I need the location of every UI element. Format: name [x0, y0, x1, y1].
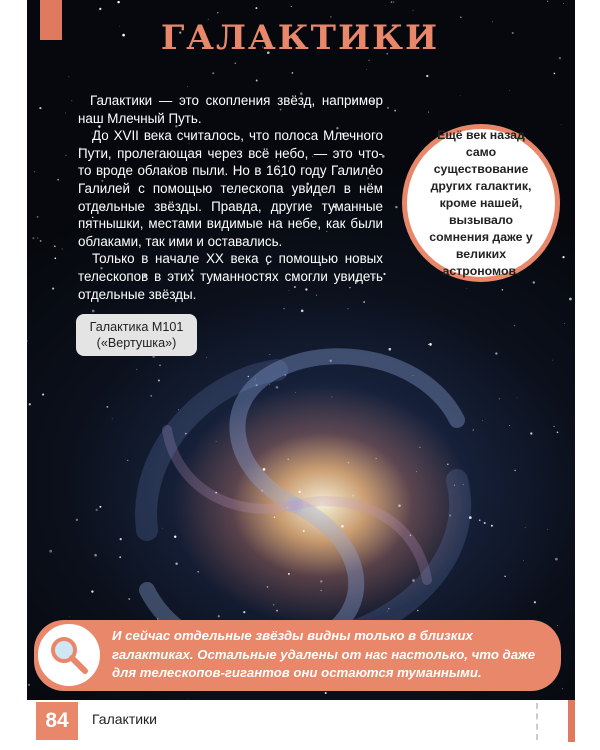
image-caption: Галактика М101 («Вертушка»)	[76, 314, 197, 356]
star	[68, 76, 69, 77]
star	[270, 354, 271, 355]
star	[547, 1, 548, 2]
star	[287, 458, 289, 460]
star	[385, 5, 386, 6]
star	[117, 1, 119, 3]
star	[417, 610, 418, 611]
magnifier-icon	[36, 622, 102, 688]
star	[562, 256, 564, 258]
star	[162, 528, 163, 529]
page-number: 84	[36, 702, 78, 740]
star	[112, 418, 113, 419]
star	[387, 107, 389, 109]
star	[517, 398, 518, 399]
star	[557, 625, 558, 626]
side-note-callout	[402, 124, 560, 282]
star	[175, 563, 177, 565]
star	[119, 556, 121, 558]
star	[398, 504, 401, 507]
star	[107, 406, 109, 408]
star	[555, 558, 558, 561]
star	[288, 573, 290, 575]
star	[206, 357, 207, 358]
star	[479, 519, 481, 521]
star	[283, 308, 284, 309]
star	[92, 310, 95, 313]
star	[187, 86, 188, 87]
star	[34, 171, 35, 172]
star	[331, 397, 332, 398]
star	[429, 343, 432, 346]
star	[482, 420, 483, 421]
star	[530, 432, 532, 434]
star	[563, 3, 564, 4]
body-text	[78, 92, 383, 303]
star	[554, 73, 556, 75]
star	[39, 107, 41, 109]
paragraph: Галактики — это скопления звёзд, например наш Млечный Путь.	[78, 93, 383, 126]
star	[352, 495, 354, 497]
star	[71, 100, 72, 101]
star	[466, 288, 467, 289]
star	[255, 7, 257, 9]
footer-label: Галактики	[92, 711, 157, 727]
star	[127, 460, 128, 461]
star	[514, 470, 515, 471]
star	[509, 90, 510, 91]
star	[62, 248, 63, 249]
star	[197, 571, 199, 573]
footer-edge-tab	[568, 700, 575, 742]
star	[394, 110, 396, 112]
star	[391, 1, 393, 3]
star	[491, 525, 493, 527]
star	[376, 458, 377, 459]
star	[569, 298, 572, 301]
star	[42, 394, 44, 396]
star	[269, 384, 270, 385]
star	[509, 425, 510, 426]
star	[514, 325, 515, 326]
star	[495, 352, 497, 354]
star	[159, 364, 161, 366]
star	[136, 369, 137, 370]
star	[57, 179, 59, 181]
star	[504, 576, 505, 577]
star	[547, 529, 548, 530]
footer-divider	[536, 703, 538, 740]
star	[564, 323, 565, 324]
side-note-text: Ещё век назад само существование других галактик, кроме нашей, вызывало сомнения даже у великих астрономов.	[429, 127, 533, 278]
star	[276, 386, 279, 389]
star	[389, 348, 392, 351]
star	[447, 463, 449, 465]
star	[368, 60, 369, 61]
star	[348, 308, 349, 309]
star	[216, 441, 217, 442]
star	[416, 471, 417, 472]
star	[393, 1, 394, 2]
star	[552, 360, 553, 361]
star	[65, 113, 66, 114]
star	[76, 519, 78, 521]
star	[95, 509, 97, 511]
star	[292, 72, 294, 74]
star	[525, 527, 526, 528]
star	[325, 692, 327, 694]
star	[534, 601, 536, 603]
star	[562, 688, 563, 689]
star	[499, 398, 500, 399]
star	[120, 538, 122, 540]
star	[301, 310, 304, 313]
star	[553, 426, 554, 427]
star	[28, 684, 30, 686]
star	[348, 462, 350, 464]
star	[291, 6, 292, 7]
paragraph: До XVII века считалось, что полоса Млечного Пути, пролегающая через всё небо, — это что-то вроде облаков пыли. Но в 1610 году Галилео Галилей с помощью телескопа увидел в нём отдельные звёзды. Правда, другие туманные пятнышки, местами видимые на небе, как были облаками, так ими и оставались.	[78, 128, 383, 249]
star	[276, 610, 278, 612]
star	[40, 240, 42, 242]
star	[52, 288, 54, 290]
star	[150, 395, 152, 397]
star	[299, 491, 301, 493]
star	[37, 238, 38, 239]
star	[561, 124, 562, 125]
star	[54, 257, 56, 259]
star	[274, 517, 275, 518]
star	[66, 155, 67, 156]
star	[428, 112, 429, 113]
star	[99, 8, 101, 10]
star	[174, 535, 176, 537]
info-text: И сейчас отдельные звёзды видны только в близких галактиках. Остальные удалены от нас настолько, что даже для телескопов-гигантов они остаются туманными.	[112, 628, 536, 681]
star	[94, 554, 97, 557]
star	[428, 344, 429, 345]
star	[91, 590, 93, 592]
star	[303, 530, 305, 532]
star	[484, 522, 486, 524]
star	[37, 216, 39, 218]
star	[263, 468, 266, 471]
star	[533, 281, 535, 283]
star	[395, 206, 397, 208]
star	[557, 431, 559, 433]
star	[128, 598, 130, 600]
star	[218, 615, 220, 617]
star	[273, 604, 275, 606]
star	[472, 429, 474, 431]
star	[341, 525, 344, 528]
star	[188, 699, 189, 700]
star	[256, 80, 258, 82]
star	[267, 586, 269, 588]
star	[502, 289, 503, 290]
star	[69, 616, 70, 617]
star	[27, 340, 28, 342]
star	[234, 62, 236, 64]
page-title: ГАЛАКТИКИ	[160, 18, 440, 58]
star	[321, 590, 322, 591]
star	[217, 12, 218, 13]
star	[523, 560, 524, 561]
star	[49, 550, 52, 553]
star	[366, 69, 367, 70]
star	[460, 95, 461, 96]
star	[54, 246, 55, 247]
star	[413, 10, 414, 11]
star	[295, 392, 296, 393]
paragraph: Только в начале XX века с помощью новых телескопов в этих туманностях смогли увидеть отдельные звёзды.	[78, 251, 383, 302]
star	[178, 409, 179, 410]
star	[212, 72, 214, 74]
star	[158, 379, 160, 381]
star	[419, 447, 420, 448]
star	[383, 273, 385, 275]
star	[426, 75, 428, 77]
star	[99, 506, 101, 508]
star	[243, 611, 245, 613]
star	[32, 237, 34, 239]
star	[29, 403, 31, 405]
star	[320, 580, 322, 582]
